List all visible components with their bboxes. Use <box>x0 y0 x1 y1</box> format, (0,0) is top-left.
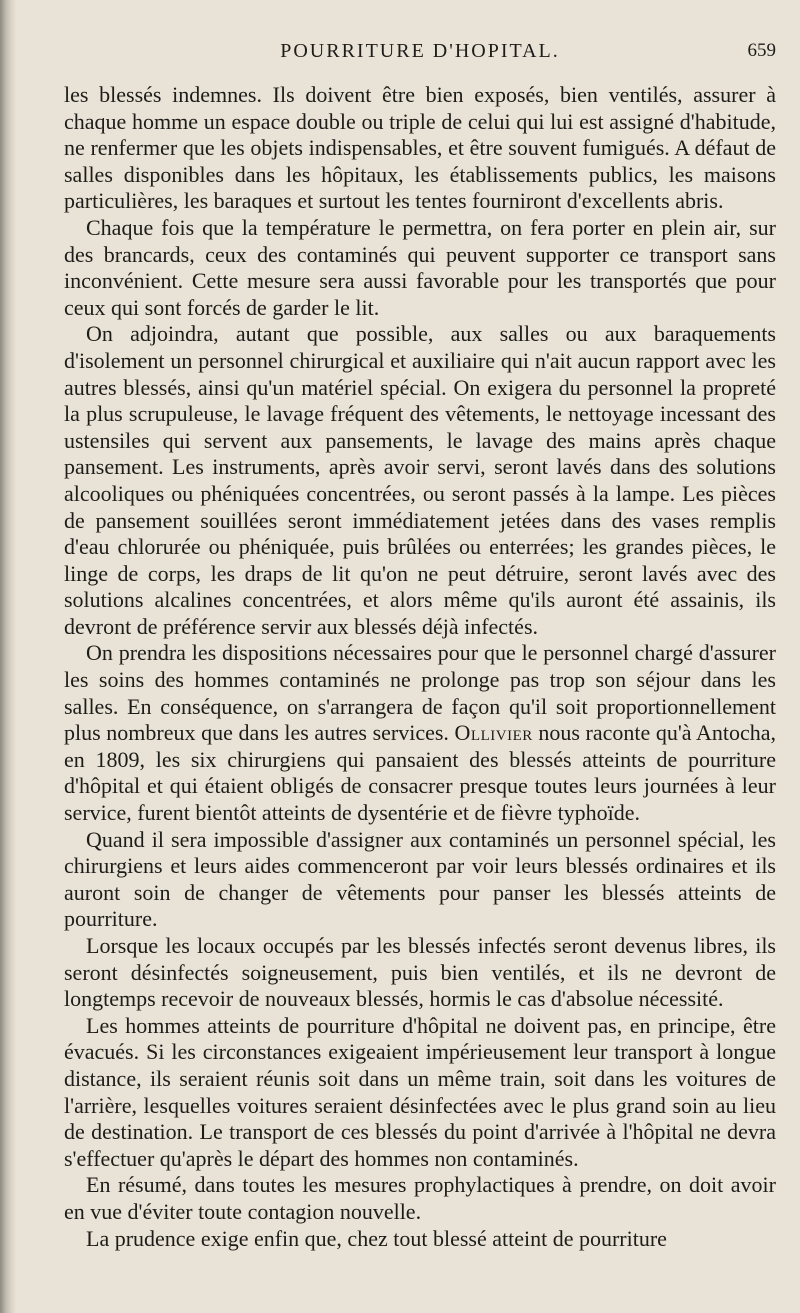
paragraph: La prudence exige enfin que, chez tout blessé atteint de pourriture <box>86 1225 667 1251</box>
page-binding-shadow <box>0 0 16 1313</box>
paragraph: les blessés indemnes. Ils doivent être bien exposés, bien ventilés, assurer à chaque homme un espace double ou triple de celui qui lui est assigné d'habitude, ne renfermer que les objets indispensables, et être souvent fumigués. A défaut de salles disponibles dans les hôpitaux, les établissements publics, les maisons particulières, les baraques et surtout les tentes fourniront d'excellents abris. <box>64 82 776 214</box>
running-title: POURRITURE D'HOPITAL. <box>280 40 560 62</box>
paragraph: Quand il sera impossible d'assigner aux contaminés un personnel spécial, les chirurgiens et leurs aides commenceront par voir leurs blessés ordinaires et ils auront soin de changer de vêtements pour panser les blessés atteints de pourriture. <box>64 826 776 932</box>
paragraph <box>64 640 776 826</box>
page-body <box>64 82 776 1252</box>
book-page <box>64 40 776 1252</box>
paragraph-text: nous raconte qu'à Antocha, en 1809, les six chirurgiens qui pansaient des blessés atteints de pourriture d'hôpital et qui étaient obligés de consacrer presque toutes leurs journées à leur service, furent bientôt atteints de dysentérie et de fièvre typhoïde. <box>64 720 776 826</box>
running-header <box>64 40 776 72</box>
paragraph: En résumé, dans toutes les mesures prophylactiques à prendre, on doit avoir en vue d'éviter toute contagion nouvelle. <box>64 1172 776 1224</box>
author-name: Ollivier <box>454 720 533 746</box>
paragraph: On adjoindra, autant que possible, aux salles ou aux baraquements d'isolement un personnel chirurgical et auxiliaire qui n'ait aucun rapport avec les autres blessés, ainsi qu'un matériel spécial. On exigera du personnel la propreté la plus scrupuleuse, le lavage fréquent des vêtements, le nettoyage incessant des ustensiles qui servent aux pansements, le lavage des mains après chaque pansement. Les instruments, après avoir servi, seront lavés dans des solutions alcooliques ou phéniquées concentrées, ou seront passés à la lampe. Les pièces de pansement souillées seront immédiatement jetées dans des vases remplis d'eau chlorurée ou phéniquée, puis brûlées ou enterrées; les grandes pièces, le linge de corps, les draps de lit qu'on ne peut détruire, seront lavés avec des solutions alcalines concentrées, et alors même qu'ils auront été assainis, ils devront de préférence servir aux blessés déjà infectés. <box>64 321 776 639</box>
paragraph: Lorsque les locaux occupés par les blessés infectés seront devenus libres, ils seront désinfectés soigneusement, puis bien ventilés, et ils ne devront de longtemps recevoir de nouveaux blessés, hormis le cas d'absolue nécessité. <box>64 933 776 1012</box>
page-number: 659 <box>747 40 776 61</box>
paragraph-text: On prendra les dispositions nécessaires pour que le personnel chargé d'assurer les soins des hommes contaminés ne prolonge pas trop son séjour dans les salles. En conséquence, on s'arrangera de façon qu'il soit proportionnellement plus nombreux que dans les autres services. <box>64 640 776 746</box>
paragraph: Les hommes atteints de pourriture d'hôpital ne doivent pas, en principe, être évacués. Si les circonstances exigeaient impérieusement leur transport à longue distance, ils seraient réunis soit dans un même train, soit dans les voitures de l'arrière, lesquelles voitures seraient désinfectées avec le plus grand soin au lieu de destination. Le transport de ces blessés du point d'arrivée à l'hôpital ne devra s'effectuer qu'après le départ des hommes non contaminés. <box>64 1012 776 1171</box>
paragraph: Chaque fois que la température le permettra, on fera porter en plein air, sur des brancards, ceux des contaminés qui peuvent supporter ce transport sans inconvénient. Cette mesure sera aussi favorable pour les transportés que pour ceux qui sont forcés de garder le lit. <box>64 214 776 320</box>
